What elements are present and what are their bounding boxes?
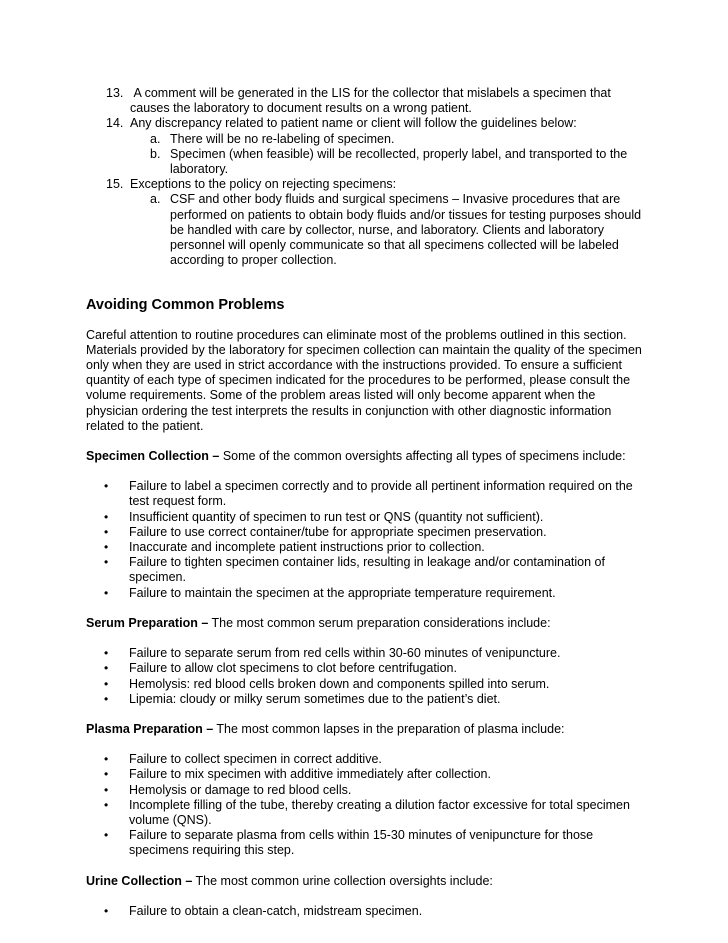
list-item-text: Insufficient quantity of specimen to run test or QNS (quantity not sufficient). [129, 509, 544, 524]
list-item-text: Failure to separate serum from red cells within 30-60 minutes of venipuncture. [129, 646, 561, 661]
item-number: 15. [106, 177, 124, 192]
sub-list-15 [150, 192, 648, 268]
list-item [104, 555, 648, 585]
bullet-icon: • [104, 903, 109, 918]
list-item [104, 540, 648, 555]
item-text: A comment will be generated in the LIS for the collector that mislabels a specimen that causes the laboratory to document results on a wrong patient. [130, 86, 615, 116]
bullet-icon: • [104, 782, 109, 797]
bullet-icon: • [104, 524, 109, 539]
sub-text: Specimen (when feasible) will be recollected, properly label, and transported to the laboratory. [170, 146, 628, 177]
item-number: 13. [106, 86, 124, 100]
list-item [104, 677, 648, 692]
subsection-lead: The most common urine collection oversights include: [192, 873, 493, 888]
numbered-list [86, 86, 648, 268]
list-item [104, 692, 648, 707]
sub-item [150, 132, 648, 147]
subsection-lead: Some of the common oversights affecting all types of specimens include: [219, 449, 626, 464]
list-item-text: Hemolysis: red blood cells broken down and components spilled into serum. [129, 676, 550, 691]
list-item-text: Incomplete filling of the tube, thereby creating a dilution factor excessive for total specimen volume (QNS). [129, 797, 630, 827]
bullet-icon: • [104, 752, 109, 767]
subsection-lead-specimen-collection [86, 449, 648, 464]
bullet-icon: • [104, 646, 109, 661]
list-item-text: Failure to mix specimen with additive immediately after collection. [129, 767, 491, 782]
bullet-list-specimen-collection [86, 479, 648, 601]
subsection-lead-serum-preparation [86, 616, 648, 631]
bullet-icon: • [104, 767, 109, 782]
subsection-lead: The most common lapses in the preparation of plasma include: [213, 721, 565, 736]
item-number: 14. [106, 116, 124, 131]
bullet-icon: • [104, 676, 109, 691]
subsection-heading: Specimen Collection – [86, 449, 220, 464]
bullet-icon: • [104, 828, 109, 843]
sub-item [150, 147, 648, 177]
numbered-item-13 [106, 86, 648, 116]
list-item [104, 479, 648, 509]
sub-letter: b. [150, 146, 161, 161]
list-item-text: Failure to obtain a clean-catch, midstream specimen. [129, 903, 423, 918]
bullet-icon: • [104, 661, 109, 676]
bullet-icon: • [104, 691, 109, 706]
bullet-list-plasma-preparation [86, 752, 648, 858]
intro-paragraph: Careful attention to routine procedures can eliminate most of the problems outlined in this section. Materials provided by the laboratory for specimen collection can maintain the quality of the specimen only when they are used in strict accordance with the instructions provided. To ensure a sufficient quantity of each type of specimen indicated for the procedures to be performed, please consult the volume requirements. Some of the problem areas listed will only become apparent when the physician ordering the test interprets the results in conjunction with other diagnostic information related to the patient. [86, 327, 642, 433]
list-item-text: Lipemia: cloudy or milky serum sometimes due to the patient’s diet. [129, 691, 501, 706]
list-item [104, 783, 648, 798]
list-item-text: Failure to maintain the specimen at the appropriate temperature requirement. [129, 585, 556, 600]
sub-text: CSF and other body fluids and surgical specimens – Invasive procedures that are performed on patients to obtain body fluids and/or tissues for testing purposes should be handled with care by collector, nurse, and laboratory. Clients and laboratory personnel will openly communicate so that all specimens collected will be labeled according to proper collection. [170, 192, 642, 268]
subsection-lead-plasma-preparation [86, 722, 648, 737]
list-item-text: Hemolysis or damage to red blood cells. [129, 782, 352, 797]
list-item-text: Failure to allow clot specimens to clot before centrifugation. [129, 661, 457, 676]
bullet-icon: • [104, 585, 109, 600]
list-item [104, 828, 648, 858]
section-title: Avoiding Common Problems [86, 297, 285, 314]
subsection-heading: Urine Collection – [86, 873, 193, 888]
list-item [104, 510, 648, 525]
numbered-item-15 [106, 177, 648, 192]
list-item [104, 904, 648, 919]
list-item [104, 646, 648, 661]
bullet-icon: • [104, 540, 109, 555]
bullet-icon: • [104, 509, 109, 524]
numbered-item-14 [106, 116, 648, 131]
sub-text: There will be no re-labeling of specimen. [170, 131, 395, 146]
list-item [104, 752, 648, 767]
sub-item [150, 192, 648, 268]
list-item [104, 767, 648, 782]
subsection-lead-urine-collection [86, 874, 648, 889]
bullet-list-serum-preparation [86, 646, 648, 707]
list-item-text: Failure to use correct container/tube for appropriate specimen preservation. [129, 524, 547, 539]
subsection-heading: Plasma Preparation – [86, 721, 214, 736]
list-item-text: Failure to label a specimen correctly and to provide all pertinent information required on the test request form. [129, 479, 633, 509]
item-text: Any discrepancy related to patient name or client will follow the guidelines below: [130, 116, 577, 131]
sub-letter: a. [150, 131, 161, 146]
subsection-lead: The most common serum preparation considerations include: [208, 615, 551, 630]
item-text: Exceptions to the policy on rejecting specimens: [130, 177, 397, 192]
bullet-icon: • [104, 797, 109, 812]
list-item [104, 525, 648, 540]
bullet-icon: • [104, 555, 109, 570]
list-item-text: Failure to separate plasma from cells within 15-30 minutes of venipuncture for those specimens requiring this step. [129, 828, 594, 858]
bullet-icon: • [104, 479, 109, 494]
list-item [104, 586, 648, 601]
list-item [104, 661, 648, 676]
subsection-heading: Serum Preparation – [86, 615, 209, 630]
list-item-text: Inaccurate and incomplete patient instructions prior to collection. [129, 540, 485, 555]
list-item-text: Failure to tighten specimen container lids, resulting in leakage and/or contamination of specimen. [129, 555, 605, 585]
list-item-text: Failure to collect specimen in correct additive. [129, 752, 382, 767]
bullet-list-urine-collection [86, 904, 648, 919]
sub-letter: a. [150, 192, 161, 207]
sub-list-14 [150, 132, 648, 178]
list-item [104, 798, 648, 828]
